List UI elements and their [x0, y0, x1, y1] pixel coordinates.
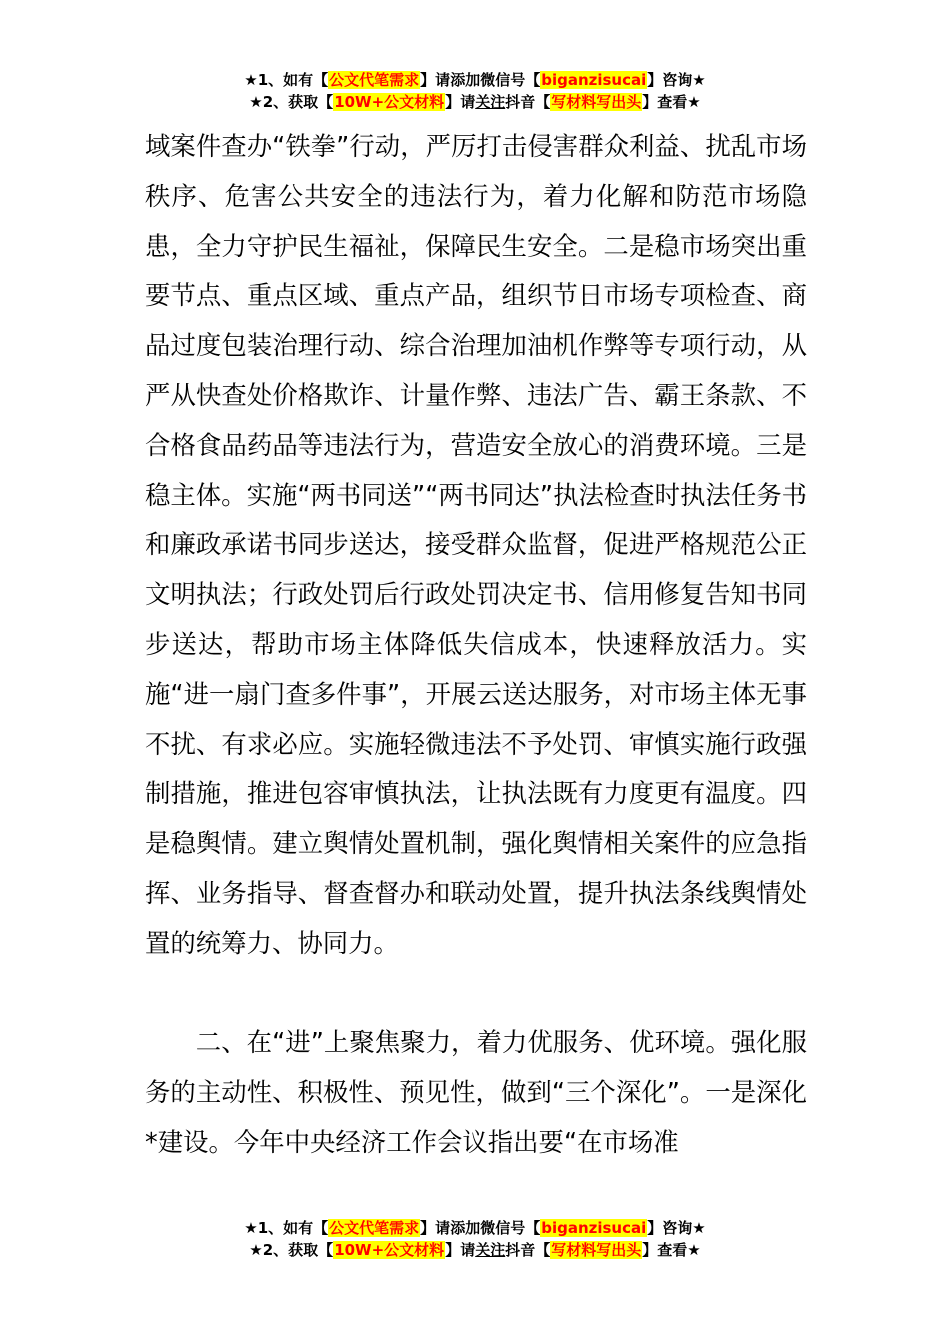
footer-line-1: ★1、如有【公文代笔需求】请添加微信号【biganzisucai】咨询★ [244, 1219, 706, 1237]
footer-banner [0, 1217, 950, 1261]
banner-line-2: ★2、获取【10W+公文材料】请关注抖音【写材料写出头】查看★ [249, 93, 701, 111]
paragraph-1: 域案件查办“铁拳”行动，严厉打击侵害群众利益、扰乱市场秩序、危害公共安全的违法行为，着力化解和防范市场隐患，全力守护民生福祉，保障民生安全。二是稳市场突出重要节点、重点区域、重点产品，组织节日市场专项检查、商品过度包装治理行动、综合治理加油机作弊等专项行动，从严从快查处价格欺诈、计量作弊、违法广告、霸王条款、不合格食品药品等违法行为，营造安全放心的消费环境。三是稳主体。实施“两书同送”“两书同达”执法检查时执法任务书和廉政承诺书同步送达，接受群众监督，促进严格规范公正文明执法；行政处罚后行政处罚决定书、信用修复告知书同步送达，帮助市场主体降低失信成本，快速释放活力。实施“进一扇门查多件事”，开展云送达服务，对市场主体无事不扰、有求必应。实施轻微违法不予处罚、审慎实施行政强制措施，推进包容审慎执法，让执法既有力度更有温度。四是稳舆情。建立舆情处置机制，强化舆情相关案件的应急指挥、业务指导、督查督办和联动处置，提升执法条线舆情处置的统筹力、协同力。 [145, 131, 807, 958]
highlight-materials: 10W+公文材料 [334, 1241, 445, 1259]
header-banner [0, 69, 950, 113]
paragraph-gap [145, 969, 807, 1019]
banner-line-1: ★1、如有【公文代笔需求】请添加微信号【biganzisucai】咨询★ [244, 71, 706, 89]
highlight-service: 公文代笔需求 [329, 71, 420, 89]
document-body [145, 122, 807, 1168]
highlight-service: 公文代笔需求 [329, 1219, 420, 1237]
highlight-douyin: 写材料写出头 [551, 93, 642, 111]
highlight-wechat-id: biganzisucai [541, 1219, 647, 1237]
paragraph-2: 二、在“进”上聚焦聚力，着力优服务、优环境。强化服务的主动性、积极性、预见性，做到“三个深化”。一是深化*建设。今年中央经济工作会议指出要“在市场准 [145, 1027, 807, 1157]
footer-line-2: ★2、获取【10W+公文材料】请关注抖音【写材料写出头】查看★ [249, 1241, 701, 1259]
highlight-materials: 10W+公文材料 [334, 93, 445, 111]
highlight-douyin: 写材料写出头 [551, 1241, 642, 1259]
highlight-wechat-id: biganzisucai [541, 71, 647, 89]
